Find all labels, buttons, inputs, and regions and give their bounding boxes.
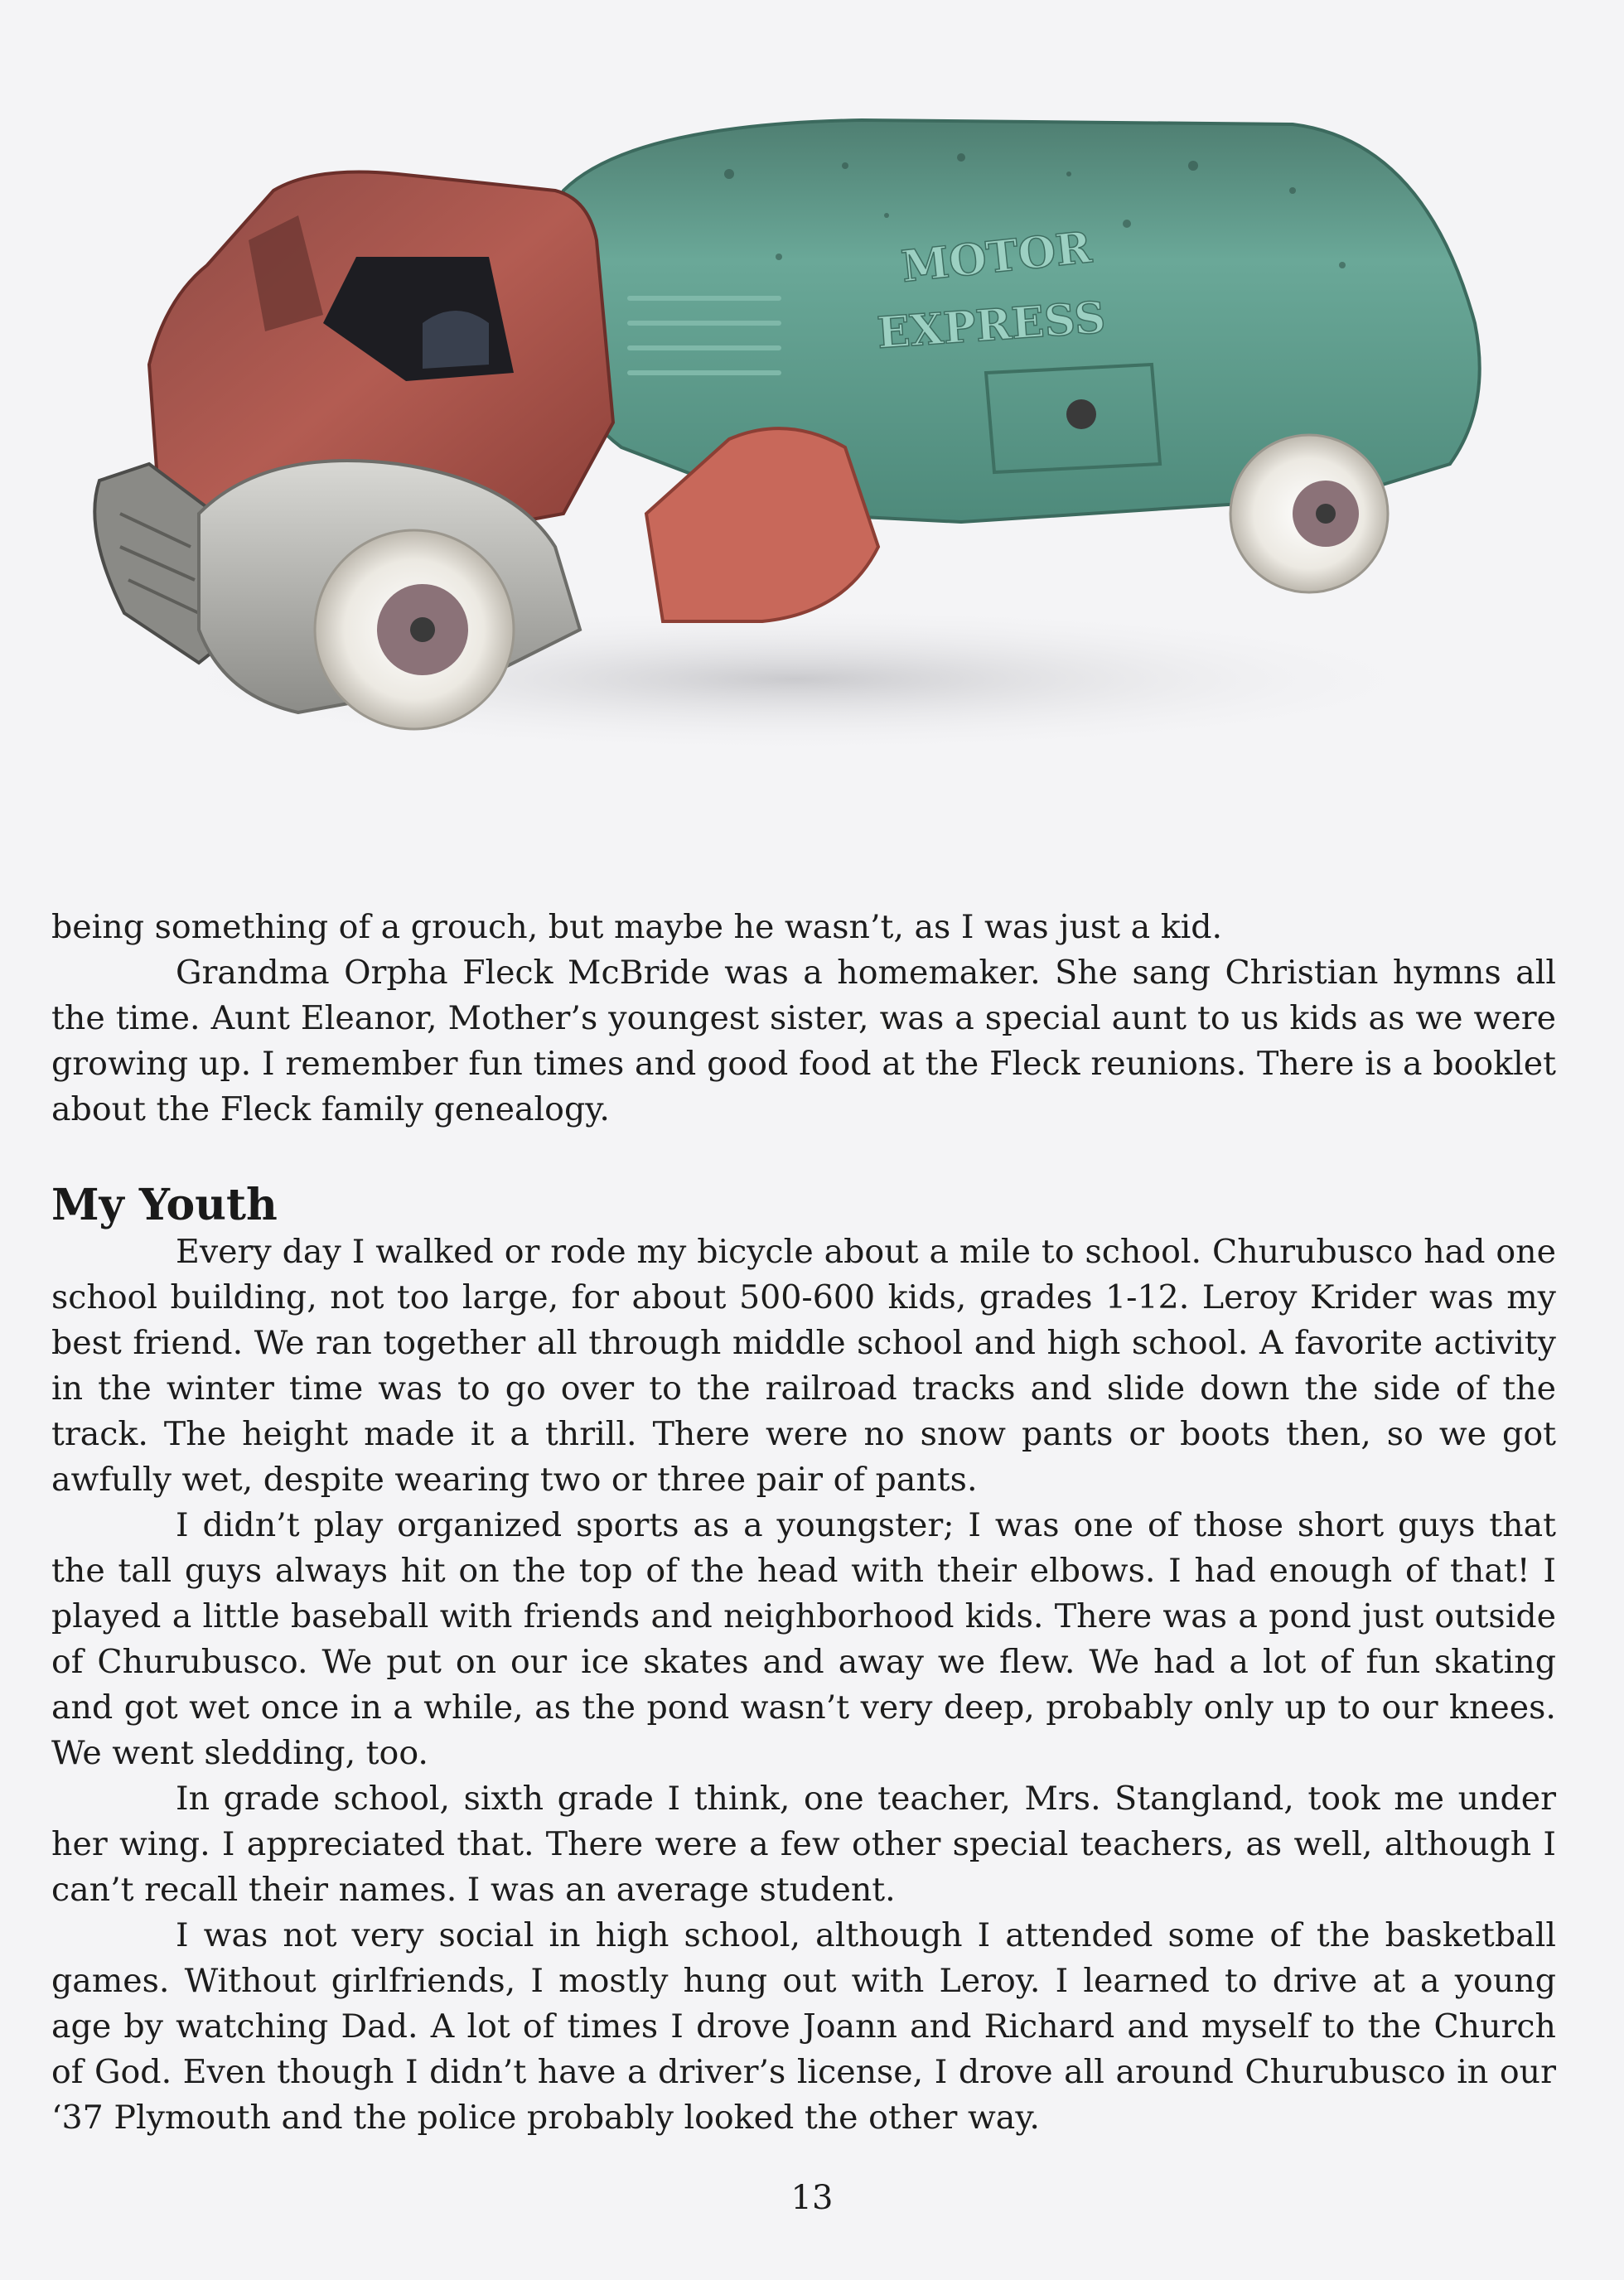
page-number: 13	[790, 2179, 834, 2217]
trailer-lettering-motor: MOTOR	[898, 222, 1095, 292]
trailer-lettering-express: EXPRESS	[875, 292, 1108, 359]
paragraph-teacher: In grade school, sixth grade I think, one teacher, Mrs. Stangland, took me under her wing. I appreciated that. There were a few other special teachers, as well, although I can’t recall their names. I was an average student.	[51, 1780, 1556, 1909]
intro-text	[51, 905, 1556, 1133]
paragraph-high-school: I was not very social in high school, although I attended some of the basketball games. Without girlfriends, I mostly hung out with Leroy. I learned to drive at a young age by watching Dad. A lot of times I drove Joann and Richard and myself to the Church of God. Even though I didn’t have a driver’s license, I drove all around Churubusco in our ‘37 Plymouth and the police probably looked the other way.	[51, 1916, 1556, 2137]
paragraph-school: Every day I walked or rode my bicycle about a mile to school. Churubusco had one school building, not too large, for about 500-600 kids, grades 1-12. Leroy Krider was my best friend. We ran together all through middle school and high school. A favorite activity in the winter time was to go over to the railroad tracks and slide down the side of the track. The height made it a thrill. There were no snow pants or boots then, so we got awfully wet, despite wearing two or three pair of pants.	[51, 1233, 1556, 1499]
toy-truck-photo	[50, 50, 1525, 795]
paragraph-grandma: Grandma Orpha Fleck McBride was a homemaker. She sang Christian hymns all the time. Aunt Eleanor, Mother’s youngest sister, was a special aunt to us kids as we were growing up. I remember fun times and good food at the Fleck reunions. There is a booklet about the Fleck family genealogy.	[51, 954, 1556, 1128]
section-heading: My Youth	[51, 1180, 278, 1230]
section-body	[51, 1229, 1556, 2141]
paragraph-sports: I didn’t play organized sports as a youngster; I was one of those short guys that the tall guys always hit on the top of the head with their elbows. I had enough of that! I played a little baseball with friends and neighborhood kids. There was a pond just outside of Churubusco. We put on our ice skates and away we flew. We had a lot of fun skating and got wet once in a while, as the pond wasn’t very deep, probably only up to our knees. We went sledding, too.	[51, 1506, 1556, 1772]
paragraph-continuation: being something of a grouch, but maybe he wasn’t, as I was just a kid.	[51, 908, 1223, 946]
